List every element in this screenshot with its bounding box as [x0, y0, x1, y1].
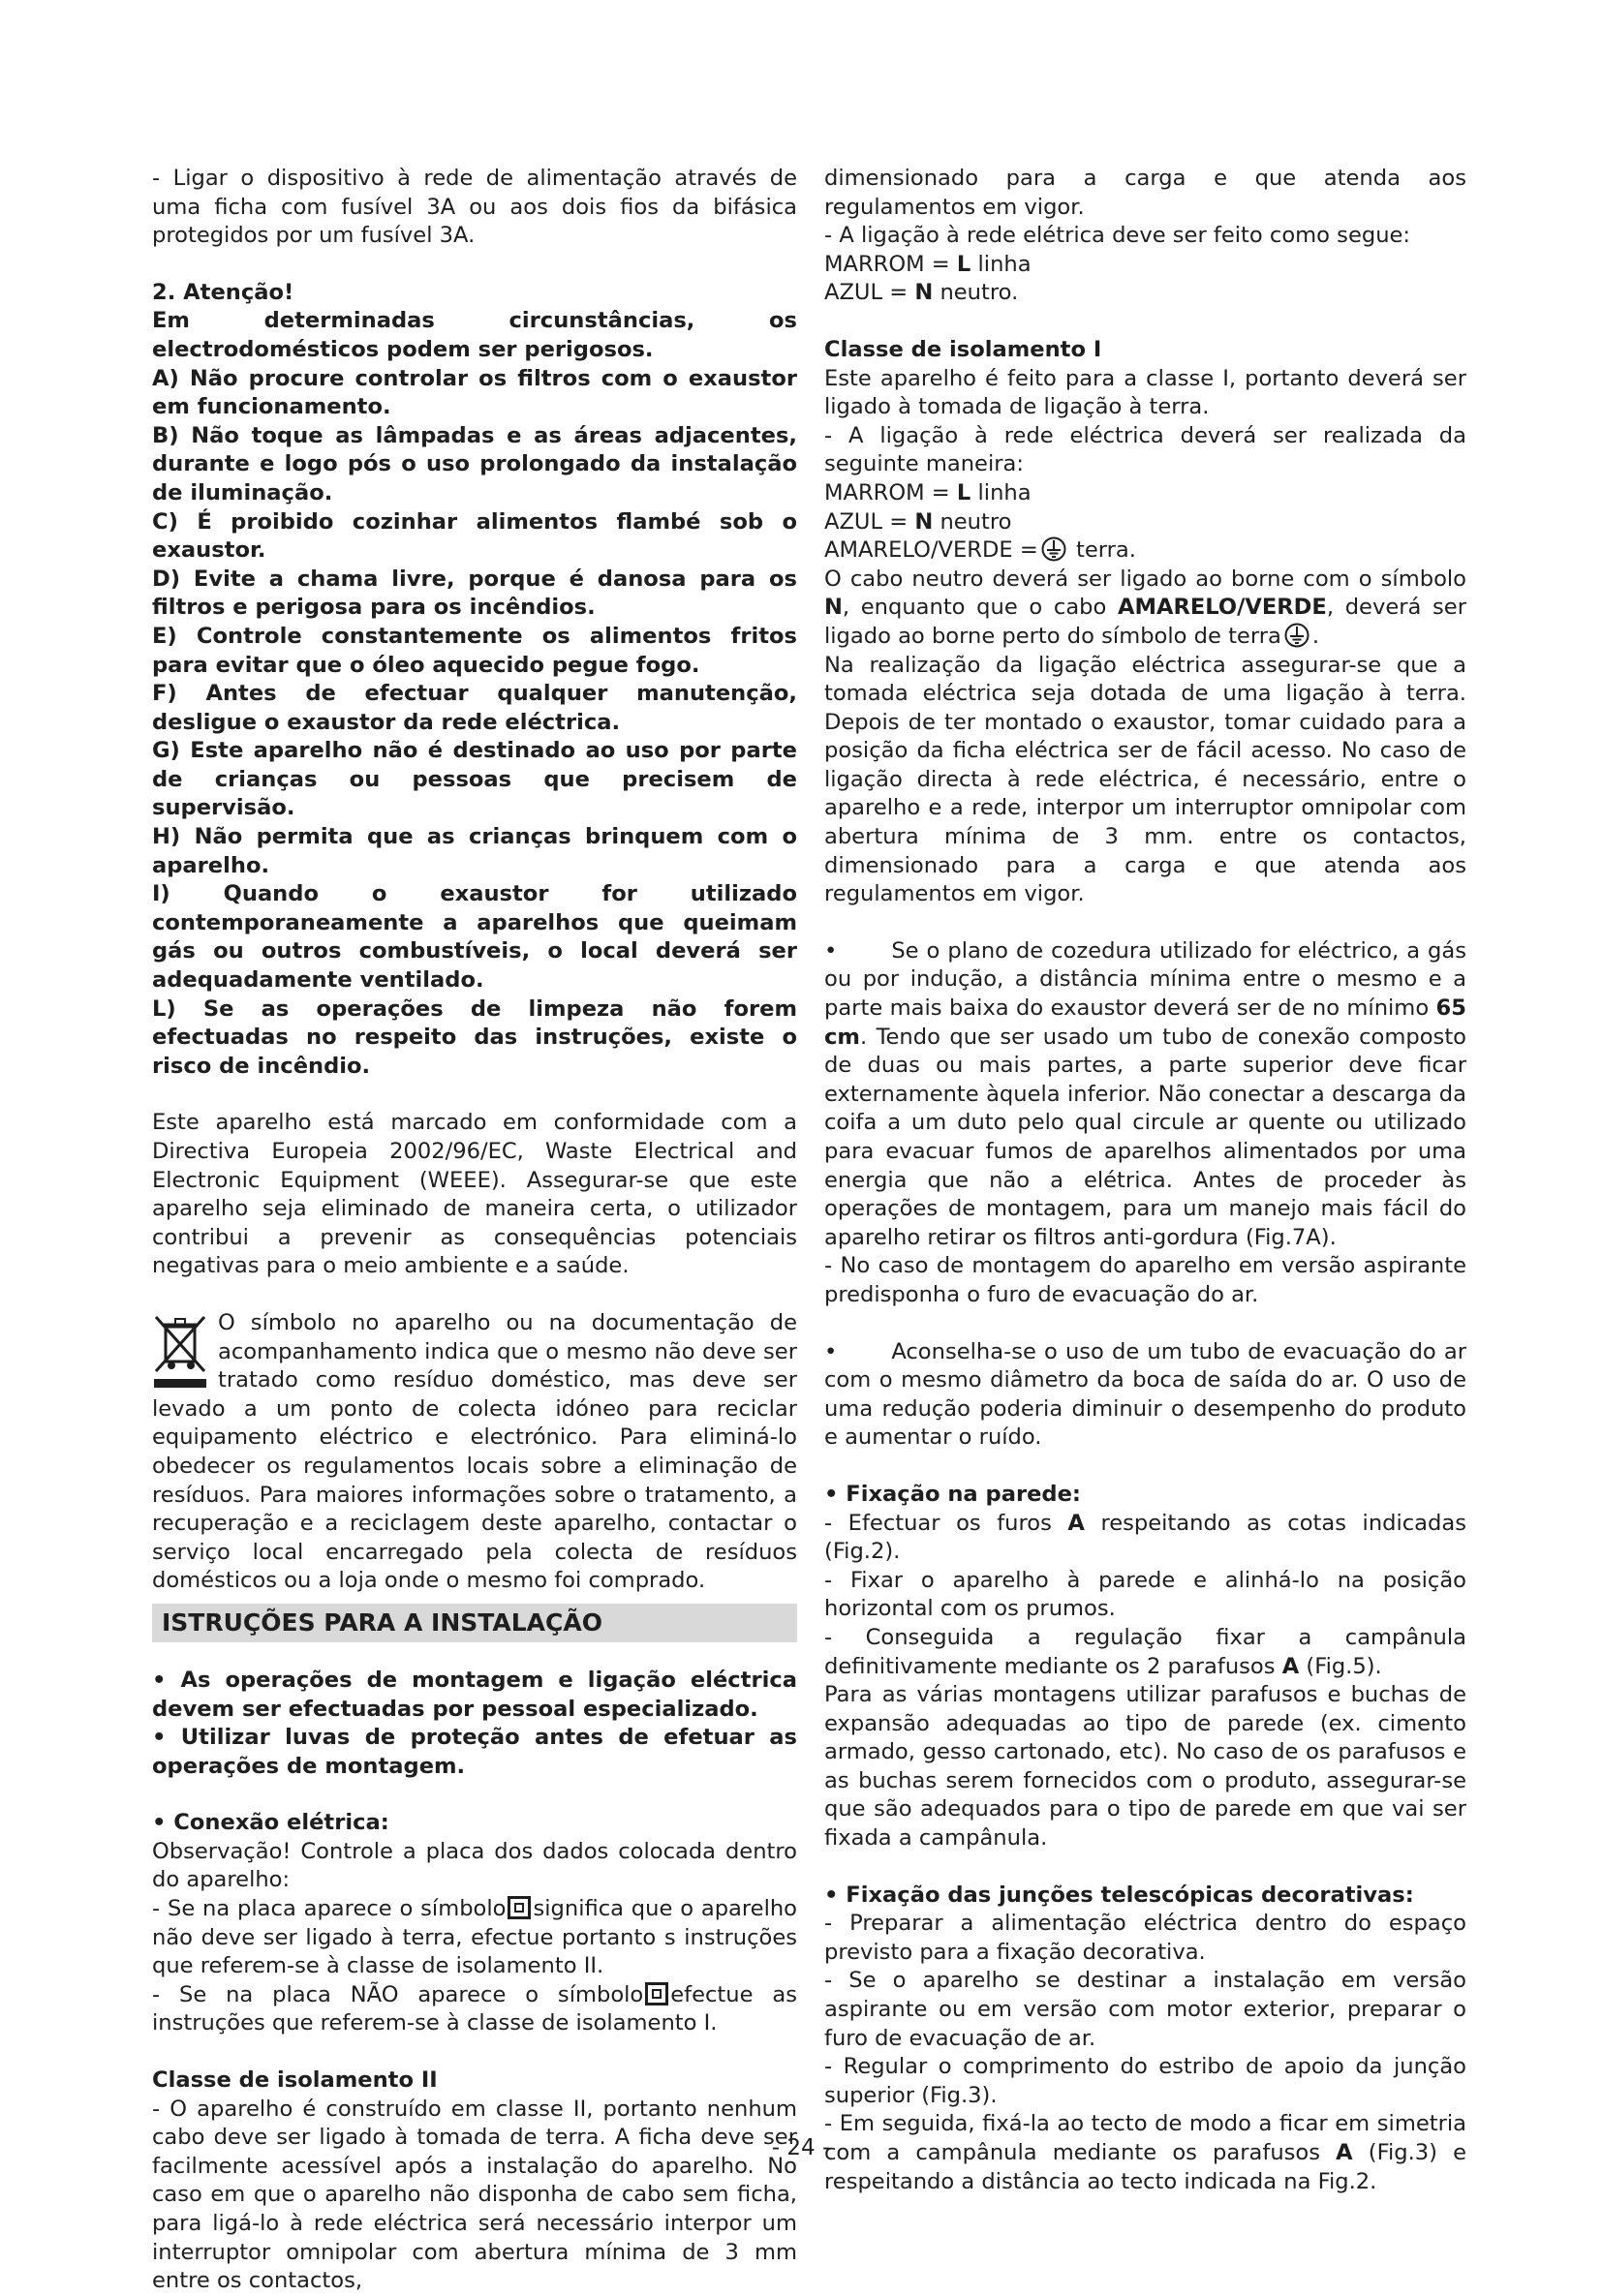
attention-intro: Em determinadas circunstâncias, os electrodomésticos podem ser perigosos. [152, 308, 797, 362]
fix1-text: - Efectuar os furos [824, 1510, 1068, 1536]
conexao-case-b-text1: - Se na placa NÃO aparece o símbolo [152, 1981, 644, 2007]
symbol-text: O símbolo no aparelho ou na documentação de acompanhamento indica que o mesmo não deve ser tratado como resíduo doméstico, mas deve ser levado a um ponto de colecta idóneo para reciclar equipamento eléctrico e electrónico. Para eliminá-lo obedecer os regulamentos locais sobre a eliminação de resíduos. Para maiores informações sobre o tratamento, a recuperação e a reciclagem deste aparelho, contactar o serviço local encarregado pela colecta de resíduos domésticos ou a loja onde o mesmo foi comprado. [152, 1309, 797, 1594]
marrom-code: L [956, 251, 971, 277]
neutro-bold1: N [824, 595, 843, 621]
neutro-text4: . [1311, 623, 1320, 649]
attention-item: C) É proibido cozinhar alimentos flambé sob o exaustor. [152, 508, 797, 564]
section-title-bar [152, 1604, 797, 1642]
plano-text1: Se o plano de cozedura utilizado for eléctrico, a gás ou por indução, a distância mínima entre o mesmo e a parte mais baixa do exaustor deverá ser de no mínimo [824, 937, 1466, 1022]
earth-ground-icon [1041, 536, 1066, 562]
plano-distance: 65 cm [824, 995, 1466, 1050]
aconselha-paragraph [824, 1338, 1466, 1453]
azul-desc: neutro [933, 508, 1012, 535]
conexao-title: • Conexão elétrica: [152, 1810, 389, 1836]
azul-line [824, 279, 1466, 308]
fix3-text: - Conseguida a regulação fixar a campânula definitivamente mediante os 2 parafusos [824, 1624, 1466, 1679]
marrom-line [824, 479, 1466, 508]
fixacao-step-1 [824, 1510, 1466, 1567]
neutro-text3: , deverá ser ligado ao borne perto do símbolo de terra [824, 595, 1466, 649]
fixacao-title: • Fixação na parede: [824, 1481, 1081, 1507]
amarelo-desc: terra. [1068, 537, 1136, 564]
fix3-bold: A [1281, 1653, 1300, 1679]
classe1-title: Classe de isolamento I [824, 336, 1102, 362]
neutro-text1: O cabo neutro deverá ser ligado ao borne com o símbolo [824, 566, 1466, 592]
telescopic-step-2: - Se o aparelho se destinar a instalação em versão aspirante ou em versão com motor exterior, preparar o furo de evacuação de ar. [824, 1968, 1466, 2051]
attention-item: H) Não permita que as crianças brinquem com o aparelho. [152, 824, 797, 878]
fix1-text2: respeitando as cotas indicadas (Fig.2). [824, 1510, 1466, 1565]
fix1-bold: A [1067, 1510, 1085, 1536]
crossed-bin-icon [152, 1311, 210, 1389]
continuation-text: dimensionado para a carga e que atenda aos regulamentos em vigor. [824, 166, 1466, 220]
classe2-title: Classe de isolamento II [152, 2067, 438, 2094]
conexao-case-b [152, 1981, 797, 2038]
double-square-icon [645, 1982, 668, 2005]
attention-item: D) Evite a chama livre, porque é danosa para os filtros e perigosa para os incêndios. [152, 566, 797, 621]
marrom-desc: linha [970, 479, 1032, 505]
classe2-text: - O aparelho é construído em classe II, portanto nenhum cabo deve ser ligado à tomada de terra. A ficha deve ser facilmente acessível após a instalação do aparelho. No caso em que o aparelho não disponha de cabo sem ficha, para ligá-lo à rede eléctrica será necessário interpor um interruptor omnipolar com abertura mínima de 3 mm entre os contactos, [152, 2096, 797, 2294]
install-bullet: • Utilizar luvas de proteção antes de efetuar as operações de montagem. [152, 1725, 797, 1779]
azul-desc: neutro. [933, 280, 1019, 306]
neutro-bold2: AMARELO/VERDE [1118, 595, 1327, 621]
azul-label: AZUL = [824, 280, 915, 306]
marrom-label: MARROM = [824, 251, 957, 277]
attention-item: A) Não procure controlar os filtros com o exaustor em funcionamento. [152, 365, 797, 420]
classe1-ligacao: - A ligação à rede eléctrica deverá ser realizada da seguinte maneira: [824, 422, 1466, 477]
bullet-mark: • [824, 1338, 838, 1364]
conexao-case-a [152, 1895, 797, 1981]
tel4-bold: A [1336, 2140, 1353, 2165]
attention-title: 2. Atenção! [152, 279, 294, 305]
attention-item: E) Controle constantemente os alimentos fritos para evitar que o óleo aquecido pegue fogo. [152, 623, 797, 678]
neutro-text2: , enquanto que o cabo [842, 595, 1119, 621]
marrom-desc: linha [970, 251, 1032, 277]
aspirante-paragraph: - No caso de montagem do aparelho em versão aspirante predisponha o furo de evacuação do ar. [824, 1253, 1466, 1307]
conexao-observation: Observação! Controle a placa dos dados colocada dentro do aparelho: [152, 1838, 797, 1893]
fixacao-step-4: Para as várias montagens utilizar parafusos e buchas de expansão adequadas ao tipo de parede (ex. cimento armado, gesso cartonado, etc). No caso de os parafusos e as buchas serem fornecidos com o produto, assegurar-se que são adequados para o tipo de parede em que vai ser fixada a campânula. [824, 1682, 1466, 1852]
attention-item: B) Não toque as lâmpadas e as áreas adjacentes, durante e logo pós o uso prolongado da instalação de iluminação. [152, 422, 797, 505]
telescopic-step-1: - Preparar a alimentação eléctrica dentro do espaço previsto para a fixação decorativa. [824, 1911, 1466, 1965]
page-number: - 24 - [771, 2135, 831, 2160]
azul-code: N [914, 280, 934, 306]
marrom-label: MARROM = [824, 479, 957, 505]
earth-ground-icon [1284, 623, 1309, 648]
telescopic-step-3: - Regular o comprimento do estribo de apoio da junção superior (Fig.3). [824, 2054, 1466, 2108]
right-column [824, 165, 1466, 2196]
attention-item: L) Se as operações de limpeza não forem efectuadas no respeito das instruções, existe o risco de incêndio. [152, 995, 797, 1079]
tel4-text2: (Fig.3) e respeitando a distância ao tecto indicada na Fig.2. [824, 2140, 1466, 2194]
attention-item: G) Este aparelho não é destinado ao uso por parte de crianças ou pessoas que precisem de supervisão. [152, 738, 797, 821]
aconselha-text: Aconselha-se o uso de um tubo de evacuação do ar com o mesmo diâmetro da boca de saída do ar. O uso de uma redução poderia diminuir o desempenho do produto e aumentar o ruído. [824, 1338, 1466, 1451]
double-square-icon [508, 1896, 531, 1919]
plano-paragraph [824, 937, 1466, 1253]
weee-paragraph: Este aparelho está marcado em conformidade com a Directiva Europeia 2002/96/EC, Waste Electrical and Electronic Equipment (WEEE). Assegurar-se que este aparelho seja eliminado de maneira certa, o utilizador contribui a prevenir as consequências potenciais negativas para o meio ambiente e a saúde. [152, 1110, 797, 1279]
bullet-mark: • [824, 937, 838, 964]
marrom-line [824, 251, 1466, 280]
symbol-paragraph [152, 1309, 797, 1596]
conexao-case-a-text1: - Se na placa aparece o símbolo [152, 1896, 507, 1922]
plano-text2: . Tendo que ser usado um tubo de conexão composto de duas ou mais partes, a parte superior deve ficar externamente àquela inferior. Não conectar a descarga da coifa a um duto pelo qual circule ar quente ou utilizado para evacuar fumos de aparelhos alimentados por uma energia que não a elétrica. Antes de proceder às operações de montagem, para um manejo mais fácil do aparelho retirar os filtros anti-gordura (Fig.7A). [824, 1024, 1466, 1250]
realizacao-paragraph: Na realização da ligação eléctrica assegurar-se que a tomada eléctrica seja dotada de uma ligação à terra. Depois de ter montado o exaustor, tomar cuidado para a posição da ficha eléctrica ser de fácil acesso. No caso de ligação directa à rede eléctrica, é necessário, entre o aparelho e a rede, interpor um interruptor omnipolar com abertura mínima de 3 mm. entre os contactos, dimensionado para a carga e que atenda aos regulamentos em vigor. [824, 652, 1466, 907]
telescopic-title: • Fixação das junções telescópicas decorativas: [824, 1882, 1414, 1908]
section-title: ISTRUÇÕES PARA A INSTALAÇÃO [162, 1607, 602, 1637]
conexao-case-a-text2: significa que o aparelho não deve ser ligado à terra, efectue portanto s instruções que referem-se à classe de isolamento II. [152, 1896, 797, 1979]
conexao-case-b-text2: efectue as instruções que referem-se à classe de isolamento I. [152, 1981, 797, 2036]
azul-label: AZUL = [824, 508, 915, 535]
intro-paragraph: - Ligar o dispositivo à rede de alimentação através de uma ficha com fusível 3A ou aos dois fios da bifásica protegidos por um fusível 3A. [152, 166, 797, 249]
marrom-code: L [956, 479, 971, 505]
fix3-text2: (Fig.5). [1299, 1653, 1382, 1679]
neutro-paragraph [824, 566, 1466, 652]
amarelo-label: AMARELO/VERDE = [824, 537, 1038, 564]
attention-item: F) Antes de efectuar qualquer manutenção, desligue o exaustor da rede eléctrica. [152, 681, 797, 735]
attention-item: I) Quando o exaustor for utilizado contemporaneamente a aparelhos que queimam gás ou outros combustíveis, o local deverá ser adequadamente ventilado. [152, 881, 797, 994]
fixacao-step-2: - Fixar o aparelho à parede e alinhá-lo na posição horizontal com os prumos. [824, 1567, 1466, 1622]
classe1-text: Este aparelho é feito para a classe I, portanto deverá ser ligado à tomada de ligação à terra. [824, 365, 1466, 420]
amarelo-line [824, 536, 1466, 566]
azul-code: N [914, 508, 934, 535]
install-bullet: • As operações de montagem e ligação eléctrica devem ser efectuadas por pessoal especializado. [152, 1667, 797, 1722]
ligacao-text: - A ligação à rede elétrica deve ser feito como segue: [824, 223, 1411, 249]
fixacao-step-3 [824, 1624, 1466, 1681]
left-column [152, 165, 797, 2296]
azul-line [824, 508, 1466, 537]
tel4-text: - Em seguida, fixá-la ao tecto de modo a ficar em simetria com a campânula mediante os parafusos [824, 2111, 1466, 2165]
